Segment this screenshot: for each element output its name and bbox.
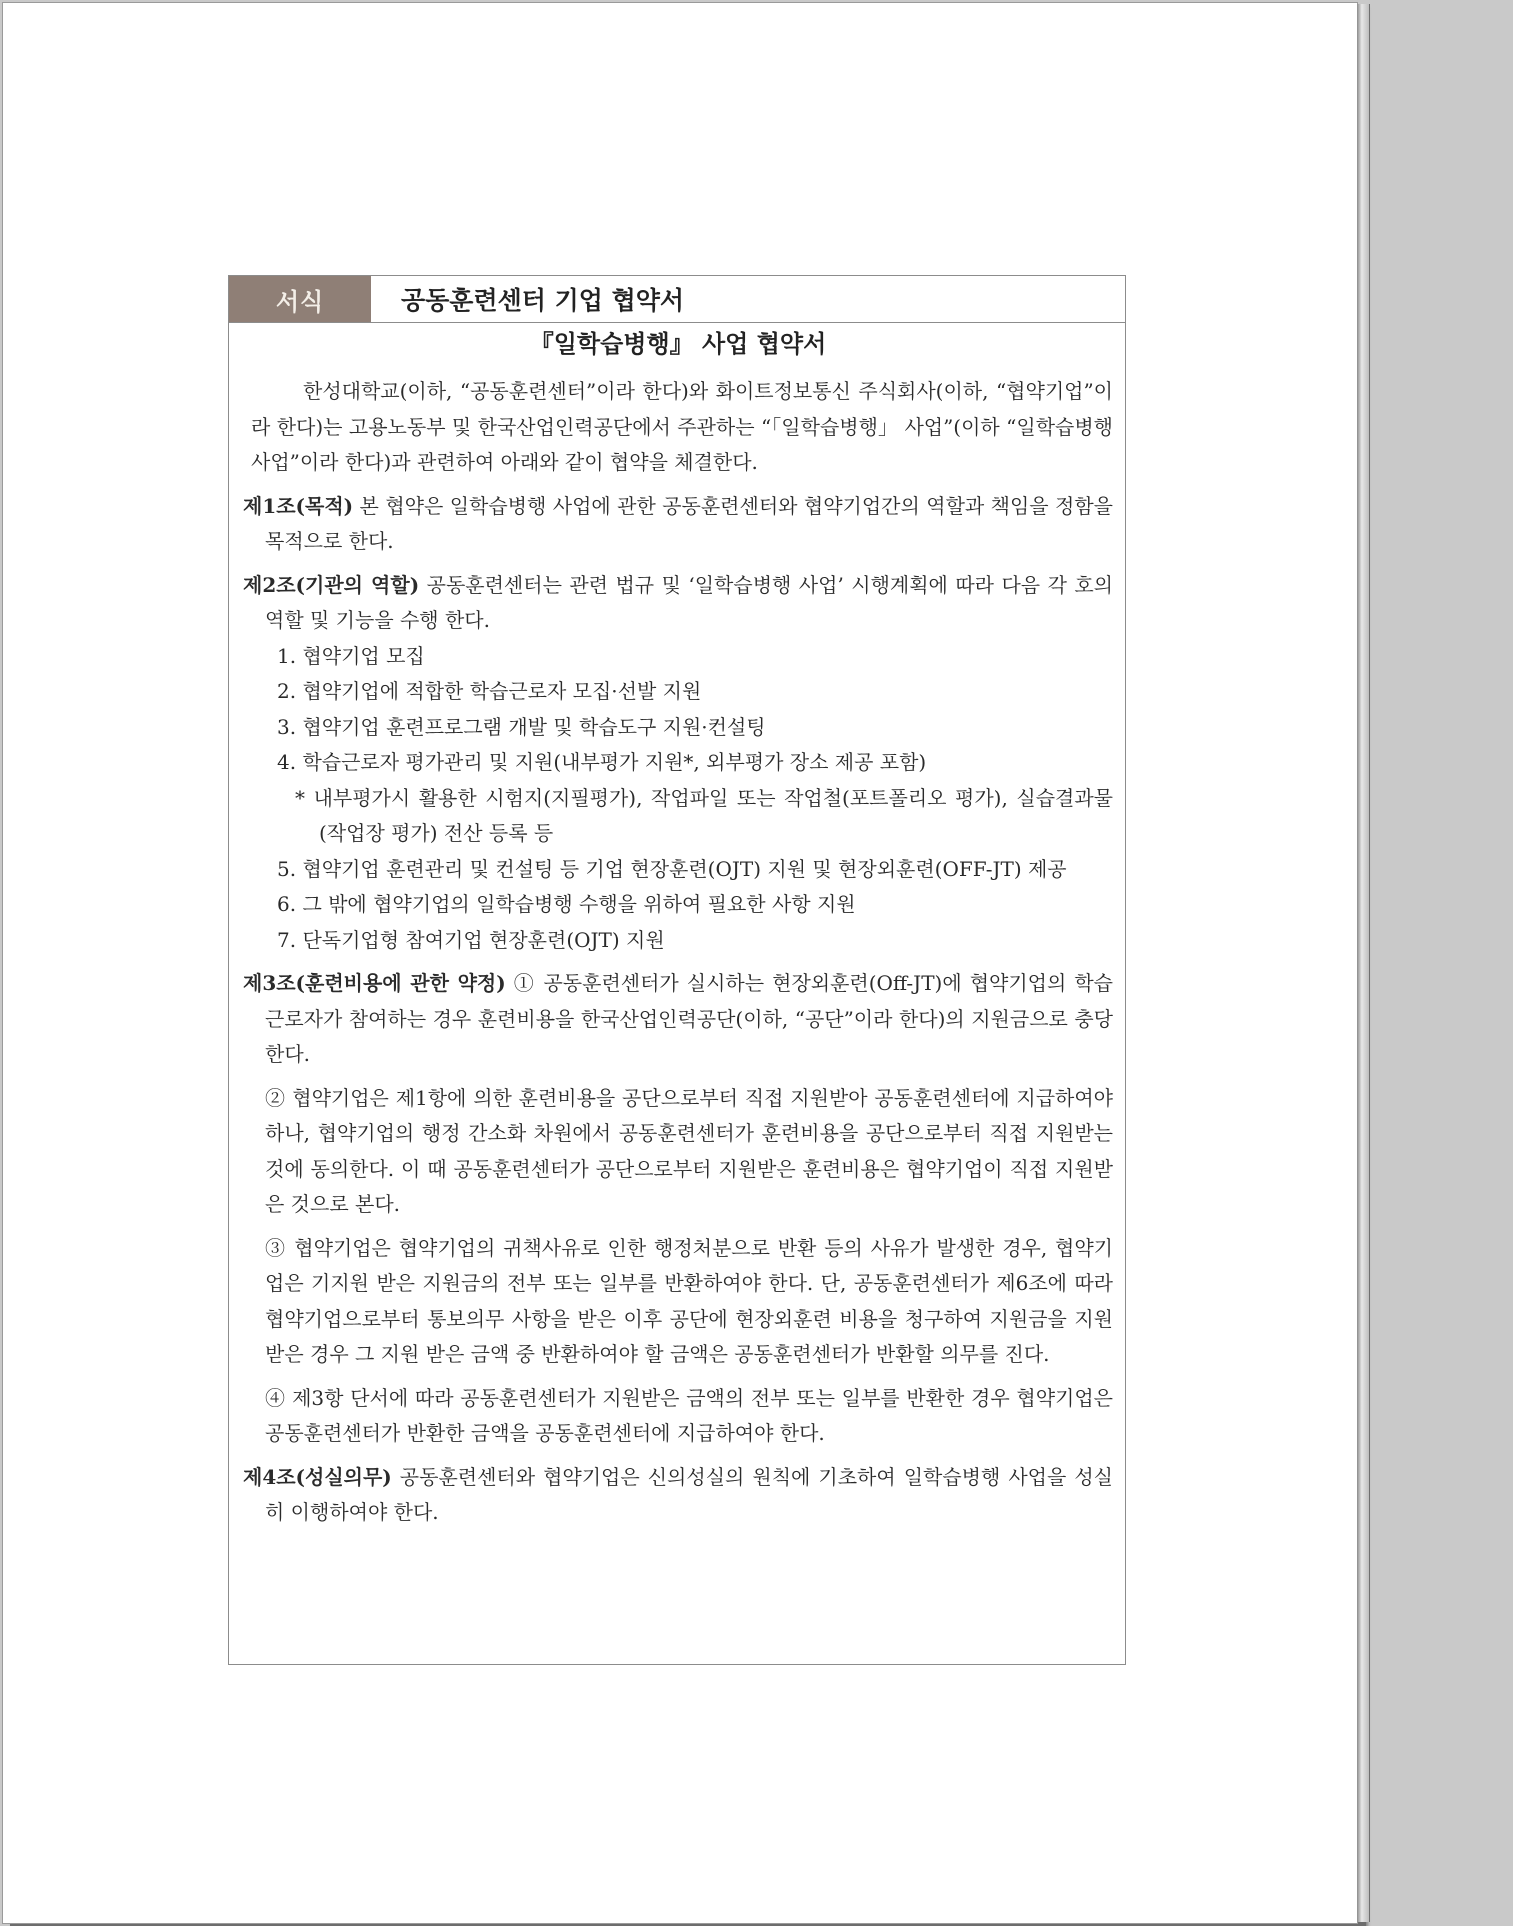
agreement-form	[228, 275, 1126, 1665]
list-item: 3. 협약기업 훈련프로그램 개발 및 학습도구 지원·컨설팅	[277, 714, 766, 739]
document-title: 『일학습병행』 사업 협약서	[529, 330, 827, 358]
form-title: 공동훈련센터 기업 협약서	[401, 286, 685, 315]
form-tag: 서식	[229, 276, 371, 322]
list-item: 1. 협약기업 모집	[277, 643, 425, 668]
article-3-paragraph-3: ③ 협약기업은 협약기업의 귀책사유로 인한 행정처분으로 반환 등의 사유가 발생한 경우, 협약기업은 기지원 받은 지원금의 전부 또는 일부를 반환하여야 한다. 단, 공동훈련센터가 제6조에 따라 협약기업으로부터 통보의무 사항을 받은 이후 공단에 현장외훈련 비용을 청구하여 지원금을 지원 받은 경우 그 지원 받은 금액 중 반환하여야 할 금액은 공동훈련센터가 반환할 의무를 진다.	[265, 1235, 1113, 1366]
article-4	[243, 1460, 1113, 1531]
form-header	[229, 276, 1125, 323]
article-1	[243, 489, 1113, 560]
article-2	[243, 568, 1113, 639]
article-2-list-continued	[243, 852, 1113, 959]
article-2-heading: 제2조(기관의 역할)	[243, 572, 420, 597]
list-item: 2. 협약기업에 적합한 학습근로자 모집·선발 지원	[277, 679, 702, 703]
article-2-list	[243, 639, 1113, 781]
article-3-paragraph-4: ④ 제3항 단서에 따라 공동훈련센터가 지원받은 금액의 전부 또는 일부를 반환한 경우 협약기업은 공동훈련센터가 반환한 금액을 공동훈련센터에 지급하여야 한다.	[265, 1385, 1113, 1445]
list-item: 6. 그 밖에 협약기업의 일학습병행 수행을 위하여 필요한 사항 지원	[277, 892, 856, 916]
article-2-note: * 내부평가시 활용한 시험지(지필평가), 작업파일 또는 작업철(포트폴리오 평가), 실습결과물(작업장 평가) 전산 등록 등	[295, 785, 1113, 845]
article-4-body: 공동훈련센터와 협약기업은 신의성실의 원칙에 기초하여 일학습병행 사업을 성실히 이행하여야 한다.	[265, 1464, 1113, 1524]
article-3-heading: 제3조(훈련비용에 관한 약정)	[243, 971, 506, 995]
article-4-heading: 제4조(성실의무)	[243, 1464, 392, 1489]
list-item: 5. 협약기업 훈련관리 및 컨설팅 등 기업 현장훈련(OJT) 지원 및 현장외훈련(OFF-JT) 제공	[277, 856, 1067, 881]
article-1-heading: 제1조(목적)	[243, 493, 354, 518]
page-edge	[1357, 4, 1370, 1922]
article-3-body: ① 공동훈련센터가 실시하는 현장외훈련(Off-JT)에 협약기업의 학습근로자가 참여하는 경우 훈련비용을 한국산업인력공단(이하, “공단”이라 한다)의 지원금으로 충당한다.	[265, 971, 1113, 1066]
article-3	[243, 966, 1113, 1073]
article-2-body: 공동훈련센터는 관련 법규 및 ‘일학습병행 사업’ 시행계획에 따라 다음 각 호의 역할 및 기능을 수행 한다.	[265, 572, 1113, 632]
agreement-content	[243, 322, 1113, 1539]
list-item: 7. 단독기업형 참여기업 현장훈련(OJT) 지원	[277, 927, 665, 952]
article-1-body: 본 협약은 일학습병행 사업에 관한 공동훈련센터와 협약기업간의 역할과 책임을 정함을 목적으로 한다.	[265, 493, 1113, 553]
intro-paragraph: 한성대학교(이하, “공동훈련센터”이라 한다)와 화이트정보통신 주식회사(이하, “협약기업”이라 한다)는 고용노동부 및 한국산업인력공단에서 주관하는 “「일학습병행」 사업”(이하 “일학습병행 사업”이라 한다)과 관련하여 아래와 같이 협약을 체결한다.	[251, 379, 1113, 474]
list-item: 4. 학습근로자 평가관리 및 지원(내부평가 지원*, 외부평가 장소 제공 포함)	[277, 750, 927, 774]
article-3-paragraph-2: ② 협약기업은 제1항에 의한 훈련비용을 공단으로부터 직접 지원받아 공동훈련센터에 지급하여야 하나, 협약기업의 행정 간소화 차원에서 공동훈련센터가 훈련비용을 공단으로부터 직접 지원받는 것에 동의한다. 이 때 공동훈련센터가 공단으로부터 지원받은 훈련비용은 협약기업이 직접 지원받은 것으로 본다.	[265, 1085, 1113, 1216]
document-page	[2, 2, 1358, 1924]
